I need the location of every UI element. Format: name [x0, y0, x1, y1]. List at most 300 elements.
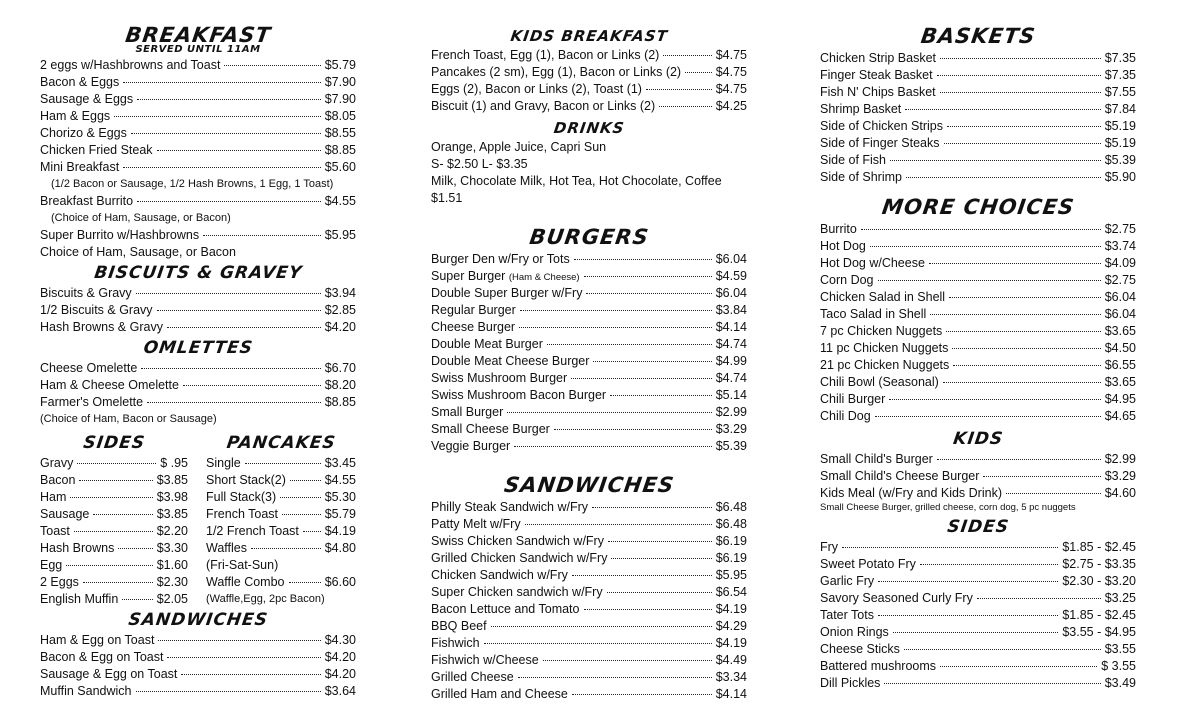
burgers-heading: BURGERS: [528, 225, 651, 249]
menu-item: [431, 421, 747, 438]
dot-leader: [646, 89, 712, 90]
item-name: Garlic Fry: [820, 574, 875, 588]
menu-item: [431, 550, 747, 567]
item-price: $8.85: [324, 395, 356, 409]
drinks-heading: DRINKS: [552, 119, 626, 137]
item-name: Philly Steak Sandwich w/Fry: [431, 500, 589, 514]
item-name: 21 pc Chicken Nuggets: [820, 358, 950, 372]
item-name: Small Cheese Burger: [431, 422, 550, 436]
item-price: $2.75 - $3.35: [1062, 557, 1136, 571]
item-name: Grilled Ham and Cheese: [431, 687, 568, 701]
item-name: Burger Den w/Fry or Tots: [431, 252, 570, 266]
drinks-line: Orange, Apple Juice, Capri Sun: [431, 140, 607, 154]
item-name: Pancakes (2 sm), Egg (1), Bacon or Links (2): [431, 65, 682, 79]
item-price: $3.49: [1104, 676, 1136, 690]
dot-leader: [224, 65, 320, 66]
dot-leader: [289, 582, 321, 583]
item-name: French Toast, Egg (1), Bacon or Links (2): [431, 48, 660, 62]
menu-item: [40, 319, 356, 336]
item-name: Ham & Eggs: [40, 109, 111, 123]
item-price: $5.79: [324, 58, 356, 72]
more-choices-heading: MORE CHOICES: [880, 195, 1077, 219]
item-price: $6.04: [715, 286, 747, 300]
menu-item: [40, 574, 188, 591]
item-price: $4.55: [324, 473, 356, 487]
item-name: English Muffin: [40, 592, 119, 606]
dot-leader: [507, 412, 711, 413]
dot-leader: [610, 395, 712, 396]
dot-leader: [940, 92, 1101, 93]
item-name: Veggie Burger: [431, 439, 511, 453]
menu-item: [820, 408, 1136, 425]
dot-leader: [878, 581, 1058, 582]
dot-leader: [137, 201, 321, 202]
dot-leader: [303, 531, 321, 532]
more-choices-section: [820, 197, 1136, 425]
item-name: Swiss Mushroom Bacon Burger: [431, 388, 607, 402]
dot-leader: [904, 649, 1101, 650]
dot-leader: [282, 514, 321, 515]
menu-item: [40, 472, 188, 489]
sides-heading: SIDES: [946, 517, 1011, 537]
item-price: $6.48: [715, 517, 747, 531]
menu-item: [820, 658, 1136, 675]
menu-item: [40, 394, 356, 411]
dot-leader: [943, 382, 1101, 383]
dot-leader: [167, 327, 321, 328]
item-price: $4.80: [324, 541, 356, 555]
dot-leader: [70, 497, 152, 498]
item-name: Burrito: [820, 222, 857, 236]
menu-item: [40, 142, 356, 159]
item-name: 2 Eggs: [40, 575, 79, 589]
item-price: $2.20: [156, 524, 188, 538]
dot-leader: [949, 297, 1101, 298]
item-name: Double Super Burger w/Fry: [431, 286, 583, 300]
item-name: Dill Pickles: [820, 676, 881, 690]
dot-leader: [611, 558, 711, 559]
dot-leader: [608, 541, 712, 542]
sandwiches-heading: SANDWICHES: [502, 473, 676, 497]
dot-leader: [122, 599, 152, 600]
item-name: Double Meat Burger: [431, 337, 543, 351]
item-price: $5.60: [324, 160, 356, 174]
dot-leader: [593, 361, 711, 362]
item-name: Double Meat Cheese Burger: [431, 354, 590, 368]
item-name: Chicken Fried Steak: [40, 143, 153, 157]
menu-item: [40, 540, 188, 557]
item-price: $5.19: [1104, 136, 1136, 150]
menu-item: [431, 601, 747, 618]
item-price: $7.35: [1104, 51, 1136, 65]
dot-leader: [136, 691, 321, 692]
biscuits-heading: BISCUITS & GRAVEY: [92, 263, 304, 283]
menu-item: [206, 523, 356, 540]
item-price: $3.84: [715, 303, 747, 317]
kids-breakfast-heading: KIDS BREAKFAST: [509, 27, 670, 45]
item-name: Onion Rings: [820, 625, 889, 639]
item-name: Chicken Salad in Shell: [820, 290, 946, 304]
menu-item: [431, 47, 747, 64]
menu-item: [40, 683, 356, 700]
item-price: $3.85: [156, 473, 188, 487]
item-name: Side of Shrimp: [820, 170, 902, 184]
dot-leader: [937, 459, 1101, 460]
menu-item: [206, 489, 356, 506]
item-name: Small Child's Burger: [820, 452, 933, 466]
item-price: $5.39: [1104, 153, 1136, 167]
dot-leader: [937, 75, 1101, 76]
menu-item: [40, 125, 356, 142]
dot-leader: [123, 167, 321, 168]
dot-leader: [983, 476, 1100, 477]
item-name: Hash Browns: [40, 541, 115, 555]
dot-leader: [520, 310, 712, 311]
item-name: Muffin Sandwich: [40, 684, 132, 698]
item-price: $2.99: [715, 405, 747, 419]
baskets-section: [820, 26, 1136, 186]
menu-item: [820, 391, 1136, 408]
item-name: Shrimp Basket: [820, 102, 902, 116]
menu-item: [40, 159, 356, 176]
item-price: $5.30: [324, 490, 356, 504]
menu-item: [820, 272, 1136, 289]
dot-leader: [203, 235, 321, 236]
menu-item: [820, 641, 1136, 658]
item-name: Cheese Omelette: [40, 361, 138, 375]
item-name: Sweet Potato Fry: [820, 557, 916, 571]
item-price: $3.25: [1104, 591, 1136, 605]
item-name: Savory Seasoned Curly Fry: [820, 591, 973, 605]
item-price: $4.19: [715, 636, 747, 650]
dot-leader: [584, 276, 712, 277]
menu-item: [431, 567, 747, 584]
menu-item: [40, 489, 188, 506]
drinks-line: S- $2.50 L- $3.35: [431, 157, 528, 171]
dot-leader: [118, 548, 152, 549]
menu-item: [820, 607, 1136, 624]
dot-leader: [952, 348, 1100, 349]
item-price: $6.04: [1104, 307, 1136, 321]
item-price: $6.48: [715, 500, 747, 514]
item-price: $4.74: [715, 337, 747, 351]
menu-item: [820, 323, 1136, 340]
item-price: $2.99: [1104, 452, 1136, 466]
drinks-line: Milk, Chocolate Milk, Hot Tea, Hot Chocolate, Coffee: [431, 174, 722, 188]
item-name: Single: [206, 456, 241, 470]
item-name: [431, 268, 580, 286]
dot-leader: [136, 293, 321, 294]
menu-item: [431, 336, 747, 353]
dot-leader: [141, 368, 320, 369]
menu-item: [820, 357, 1136, 374]
item-price: $3.34: [715, 670, 747, 684]
item-name: 2 eggs w/Hashbrowns and Toast: [40, 58, 221, 72]
menu-item: [820, 221, 1136, 238]
sandwiches-section: [431, 475, 747, 703]
menu-item: [40, 108, 356, 125]
menu-item: [431, 302, 747, 319]
dot-leader: [940, 666, 1097, 667]
item-name-detail: (Ham & Cheese): [508, 272, 580, 283]
dot-leader: [574, 259, 712, 260]
item-price: $4.19: [324, 524, 356, 538]
menu-item: [820, 255, 1136, 272]
dot-leader: [572, 694, 712, 695]
menu-item: [820, 67, 1136, 84]
item-price: $4.75: [715, 48, 747, 62]
menu-item: [820, 590, 1136, 607]
dot-leader: [929, 263, 1101, 264]
dot-leader: [183, 385, 321, 386]
breakfast-heading: BREAKFAST: [123, 23, 273, 47]
menu-item: [431, 387, 747, 404]
baskets-heading: BASKETS: [919, 24, 1038, 48]
item-name: Farmer's Omelette: [40, 395, 144, 409]
item-name: Bacon & Egg on Toast: [40, 650, 164, 664]
item-name: Bacon: [40, 473, 76, 487]
item-price: $3.55 - $4.95: [1062, 625, 1136, 639]
item-name: Ham & Cheese Omelette: [40, 378, 179, 392]
menu-item: [431, 499, 747, 516]
menu-item: [820, 306, 1136, 323]
omlettes-section: [40, 340, 356, 428]
item-price: $6.19: [715, 534, 747, 548]
item-price: $1.60: [156, 558, 188, 572]
item-price: $3.30: [156, 541, 188, 555]
menu-item: [820, 675, 1136, 692]
item-price: $4.59: [715, 269, 747, 283]
dot-leader: [114, 116, 321, 117]
dot-leader: [884, 683, 1100, 684]
item-price: $3.65: [1104, 324, 1136, 338]
menu-item: [206, 472, 356, 489]
menu-item: [431, 438, 747, 455]
menu-item: [40, 523, 188, 540]
item-name: Toast: [40, 524, 70, 538]
dot-leader: [920, 564, 1058, 565]
dot-leader: [280, 497, 321, 498]
sides-pancakes-row: [40, 435, 356, 608]
menu-item: [431, 635, 747, 652]
dot-leader: [543, 660, 712, 661]
menu-item: [40, 632, 356, 649]
dot-leader: [584, 609, 712, 610]
dot-leader: [167, 657, 320, 658]
item-price: $1.85 - $2.45: [1062, 540, 1136, 554]
menu-item: [820, 152, 1136, 169]
item-name: Corn Dog: [820, 273, 874, 287]
dot-leader: [842, 547, 1058, 548]
item-name: Fishwich w/Cheese: [431, 653, 539, 667]
dot-leader: [607, 592, 712, 593]
menu-item: [820, 238, 1136, 255]
item-name: BBQ Beef: [431, 619, 487, 633]
dot-leader: [878, 280, 1101, 281]
dot-leader: [861, 229, 1101, 230]
item-price: $4.25: [715, 99, 747, 113]
pancakes-section: [206, 435, 356, 608]
item-price: $7.84: [1104, 102, 1136, 116]
item-name: Hash Browns & Gravy: [40, 320, 163, 334]
dot-leader: [906, 177, 1101, 178]
item-price: $4.14: [715, 687, 747, 701]
menu-item: [40, 57, 356, 74]
item-name: Small Child's Cheese Burger: [820, 469, 980, 483]
dot-leader: [547, 344, 712, 345]
dot-leader: [66, 565, 152, 566]
item-price: $6.55: [1104, 358, 1136, 372]
breakfast-list: [40, 57, 356, 261]
item-name: Battered mushrooms: [820, 659, 937, 673]
item-price: $4.09: [1104, 256, 1136, 270]
item-name: Full Stack(3): [206, 490, 277, 504]
menu-item: [820, 340, 1136, 357]
dot-leader: [77, 463, 156, 464]
item-name: Grilled Cheese: [431, 670, 514, 684]
dot-leader: [514, 446, 711, 447]
dot-leader: [944, 143, 1101, 144]
breakfast-subheading: SERVED UNTIL 11AM: [135, 44, 261, 55]
item-name: Fishwich: [431, 636, 480, 650]
dot-leader: [484, 643, 712, 644]
menu-item: [431, 618, 747, 635]
item-name: Finger Steak Basket: [820, 68, 933, 82]
item-price: $6.54: [715, 585, 747, 599]
item-name: 11 pc Chicken Nuggets: [820, 341, 949, 355]
dot-leader: [131, 133, 321, 134]
item-name: French Toast: [206, 507, 279, 521]
item-name: Super Chicken sandwich w/Fry: [431, 585, 603, 599]
dot-leader: [571, 378, 712, 379]
menu-item: [431, 404, 747, 421]
item-note: (Waffle,Egg, 2pc Bacon): [206, 593, 325, 605]
item-price: $3.29: [1104, 469, 1136, 483]
menu-item: [431, 584, 747, 601]
item-note: (1/2 Bacon or Sausage, 1/2 Hash Browns, 1 Egg, 1 Toast): [51, 178, 334, 190]
item-price: $2.75: [1104, 222, 1136, 236]
menu-item: [431, 669, 747, 686]
menu-item: [40, 666, 356, 683]
dot-leader: [79, 480, 152, 481]
item-name: Grilled Chicken Sandwich w/Fry: [431, 551, 608, 565]
menu-item: [820, 485, 1136, 502]
item-name: Biscuits & Gravy: [40, 286, 132, 300]
menu-item: [431, 81, 747, 98]
dot-leader: [157, 150, 321, 151]
dot-leader: [889, 399, 1100, 400]
menu-item: [820, 451, 1136, 468]
menu-item: [40, 455, 188, 472]
item-name: Taco Salad in Shell: [820, 307, 927, 321]
menu-item: [820, 50, 1136, 67]
drinks-section: [431, 121, 747, 207]
dot-leader: [977, 598, 1101, 599]
menu-item: [40, 557, 188, 574]
menu-item: [820, 573, 1136, 590]
item-name: Side of Fish: [820, 153, 887, 167]
menu-item: [431, 516, 747, 533]
dot-leader: [137, 99, 321, 100]
item-name: Breakfast Burrito: [40, 194, 134, 208]
item-price: $3.94: [324, 286, 356, 300]
breakfast-section: [40, 25, 356, 261]
item-name: Bacon Lettuce and Tomato: [431, 602, 580, 616]
item-price: $4.75: [715, 82, 747, 96]
menu-item: [40, 649, 356, 666]
menu-item: [431, 268, 747, 285]
dot-leader: [875, 416, 1101, 417]
item-price: $5.39: [715, 439, 747, 453]
item-name: Fry: [820, 540, 839, 554]
item-price: $4.19: [715, 602, 747, 616]
dot-leader: [554, 429, 712, 430]
item-price: $4.49: [715, 653, 747, 667]
item-name: Swiss Mushroom Burger: [431, 371, 568, 385]
menu-item: [820, 135, 1136, 152]
item-name: Cheese Sticks: [820, 642, 900, 656]
item-name: Waffles: [206, 541, 247, 555]
menu-item: [40, 377, 356, 394]
item-price: $4.99: [715, 354, 747, 368]
item-price: $7.55: [1104, 85, 1136, 99]
menu-item: [431, 686, 747, 703]
menu-item: [40, 227, 356, 244]
item-name: Small Burger: [431, 405, 504, 419]
item-price: $3.45: [324, 456, 356, 470]
menu-item: [431, 319, 747, 336]
item-name: Sausage: [40, 507, 90, 521]
item-name: Eggs (2), Bacon or Links (2), Toast (1): [431, 82, 642, 96]
menu-item: [820, 118, 1136, 135]
menu-item: [40, 285, 356, 302]
item-price: $6.04: [715, 252, 747, 266]
item-price: $3.98: [156, 490, 188, 504]
item-price: $4.74: [715, 371, 747, 385]
item-name: Super Burrito w/Hashbrowns: [40, 228, 200, 242]
item-note: (Choice of Ham, Sausage, or Bacon): [51, 212, 231, 224]
item-name: 1/2 French Toast: [206, 524, 299, 538]
item-name: Ham & Egg on Toast: [40, 633, 155, 647]
item-name: Regular Burger: [431, 303, 516, 317]
item-name: Hot Dog w/Cheese: [820, 256, 925, 270]
item-price: $3.85: [156, 507, 188, 521]
item-name: Chicken Strip Basket: [820, 51, 937, 65]
dot-leader: [181, 674, 320, 675]
dot-leader: [93, 514, 152, 515]
item-note: Small Cheese Burger, grilled cheese, corn dog, 5 pc nuggets: [820, 502, 1076, 513]
menu-item: [40, 74, 356, 91]
dot-leader: [878, 615, 1058, 616]
menu-item: [431, 652, 747, 669]
menu-item: [206, 574, 356, 591]
item-name: Chorizo & Eggs: [40, 126, 127, 140]
item-price: $4.65: [1104, 409, 1136, 423]
item-price: $4.95: [1104, 392, 1136, 406]
item-name: Sausage & Egg on Toast: [40, 667, 178, 681]
dot-leader: [663, 55, 711, 56]
dot-leader: [147, 402, 321, 403]
item-price: $2.30 - $3.20: [1062, 574, 1136, 588]
item-price: $ 3.55: [1101, 659, 1136, 673]
menu-item: [431, 64, 747, 81]
item-price: $2.30: [156, 575, 188, 589]
item-name: Hot Dog: [820, 239, 866, 253]
item-name: 1/2 Biscuits & Gravy: [40, 303, 153, 317]
dot-leader: [940, 58, 1101, 59]
breakfast-sandwiches-heading: SANDWICHES: [127, 610, 270, 630]
item-price: $4.20: [324, 320, 356, 334]
